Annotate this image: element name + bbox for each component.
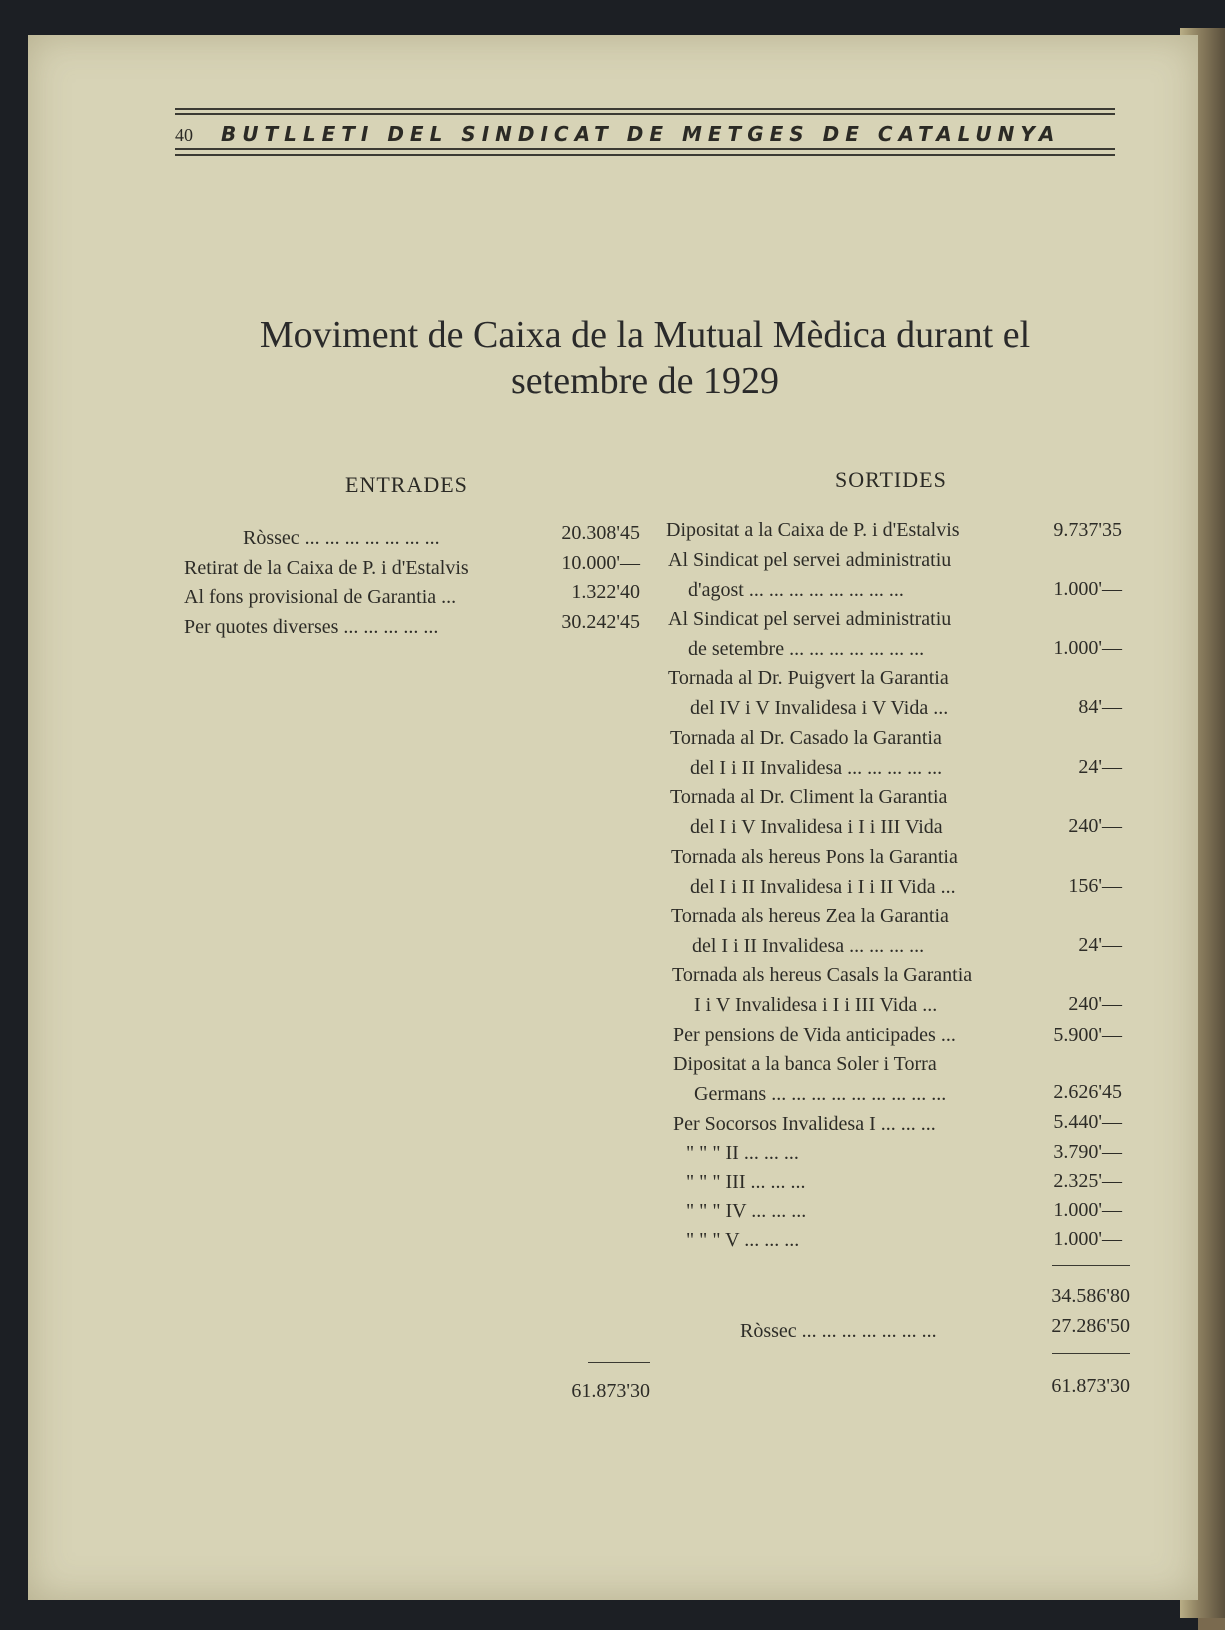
entrada-amount: 20.308'45 bbox=[561, 522, 640, 544]
sortida-label: Dipositat a la banca Soler i Torra bbox=[673, 1053, 937, 1075]
header-rule-top bbox=[175, 108, 1115, 110]
sortida-label-cont: d'agost ... ... ... ... ... ... ... ... bbox=[688, 579, 904, 601]
sortida-label-cont: del IV i V Invalidesa i V Vida ... bbox=[690, 697, 949, 719]
sortida-label: Tornada als hereus Zea la Garantia bbox=[671, 905, 949, 927]
header-rule-bottom-2 bbox=[175, 154, 1115, 156]
page-number: 40 bbox=[175, 125, 193, 145]
entrades-heading: ENTRADES bbox=[345, 472, 468, 497]
sortida-label-cont: del I i II Invalidesa ... ... ... ... bbox=[692, 935, 925, 957]
sortida-amount: 1.000'— bbox=[1053, 1199, 1122, 1221]
sortida-amount: 156'— bbox=[1068, 875, 1122, 897]
sortides-rossec-label: Ròssec ... ... ... ... ... ... ... bbox=[740, 1320, 937, 1342]
sortida-label: Per Socorsos Invalidesa I ... ... ... bbox=[673, 1113, 936, 1135]
title-line-2: setembre de 1929 bbox=[510, 360, 780, 402]
entrada-amount: 1.322'40 bbox=[571, 581, 640, 603]
sortida-amount: 9.737'35 bbox=[1053, 519, 1122, 541]
sortida-label: Tornada al Dr. Climent la Garantia bbox=[670, 786, 948, 808]
sortida-label: Tornada als hereus Pons la Garantia bbox=[671, 846, 958, 868]
entrada-label: Per quotes diverses ... ... ... ... ... bbox=[184, 616, 439, 638]
sortida-label: " " " III ... ... ... bbox=[686, 1171, 806, 1193]
entrada-label: Al fons provisional de Garantia ... bbox=[184, 586, 457, 608]
sortida-amount: 240'— bbox=[1068, 815, 1122, 837]
sortida-amount: 24'— bbox=[1078, 934, 1122, 956]
header-rule-top-2 bbox=[175, 113, 1115, 115]
sortida-label-cont: del I i II Invalidesa ... ... ... ... ... bbox=[690, 757, 943, 779]
entrada-amount: 30.242'45 bbox=[561, 611, 640, 633]
title-line-1: Moviment de Caixa de la Mutual Mèdica durant el bbox=[259, 314, 1031, 356]
sortida-amount: 2.325'— bbox=[1053, 1170, 1122, 1192]
sortida-label-cont: de setembre ... ... ... ... ... ... ... bbox=[688, 638, 925, 660]
sortida-amount: 1.000'— bbox=[1053, 1228, 1122, 1250]
header-rule-bottom bbox=[175, 148, 1115, 150]
entrada-label: Ròssec ... ... ... ... ... ... ... bbox=[243, 527, 440, 549]
sortida-label-cont: del I i V Invalidesa i I i III Vida bbox=[690, 816, 943, 838]
sortida-label-cont: del I i II Invalidesa i I i II Vida ... bbox=[690, 876, 956, 898]
sortida-label: Tornada als hereus Casals la Garantia bbox=[672, 964, 973, 986]
sortida-amount: 1.000'— bbox=[1053, 578, 1122, 600]
sortida-amount: 5.440'— bbox=[1053, 1111, 1122, 1133]
entrades-total-rule bbox=[588, 1362, 650, 1363]
running-header bbox=[175, 108, 1115, 160]
sortida-label: Tornada al Dr. Puigvert la Garantia bbox=[668, 667, 949, 689]
sortida-label: Dipositat a la Caixa de P. i d'Estalvis bbox=[666, 519, 960, 541]
sortida-label: Per pensions de Vida anticipades ... bbox=[673, 1024, 956, 1046]
entrades-total: 61.873'30 bbox=[571, 1380, 650, 1402]
sortides-heading: SORTIDES bbox=[835, 467, 947, 492]
article-title bbox=[170, 312, 1120, 404]
journal-title: BUTLLETI DEL SINDICAT DE METGES DE CATALUNYA bbox=[221, 122, 1061, 146]
sortida-label: " " " V ... ... ... bbox=[686, 1229, 800, 1251]
sortida-label: " " " IV ... ... ... bbox=[686, 1200, 807, 1222]
sortides-subtotal: 34.586'80 bbox=[1051, 1285, 1130, 1307]
sortida-label: Al Sindicat pel servei administratiu bbox=[668, 608, 952, 630]
sortida-label: Tornada al Dr. Casado la Garantia bbox=[670, 727, 942, 749]
sortida-amount: 24'— bbox=[1078, 756, 1122, 778]
sortides-subtotal-rule bbox=[1052, 1265, 1130, 1266]
sortida-amount: 2.626'45 bbox=[1053, 1081, 1122, 1103]
sortida-label: Al Sindicat pel servei administratiu bbox=[668, 549, 952, 571]
sortida-amount: 240'— bbox=[1068, 993, 1122, 1015]
sortides-total: 61.873'30 bbox=[1051, 1375, 1130, 1397]
sortida-amount: 5.900'— bbox=[1053, 1024, 1122, 1046]
entrada-label: Retirat de la Caixa de P. i d'Estalvis bbox=[184, 557, 469, 579]
sortida-label-cont: Germans ... ... ... ... ... ... ... ... ... bbox=[694, 1083, 947, 1105]
sortida-amount: 84'— bbox=[1078, 696, 1122, 718]
sortida-amount: 1.000'— bbox=[1053, 637, 1122, 659]
sortides-total-rule bbox=[1052, 1353, 1130, 1354]
sortida-label: " " " II ... ... ... bbox=[686, 1142, 799, 1164]
sortida-amount: 3.790'— bbox=[1053, 1141, 1122, 1163]
sortides-rossec-amount: 27.286'50 bbox=[1051, 1315, 1130, 1337]
entrada-amount: 10.000'— bbox=[561, 552, 640, 574]
sortida-label-cont: I i V Invalidesa i I i III Vida ... bbox=[694, 994, 938, 1016]
